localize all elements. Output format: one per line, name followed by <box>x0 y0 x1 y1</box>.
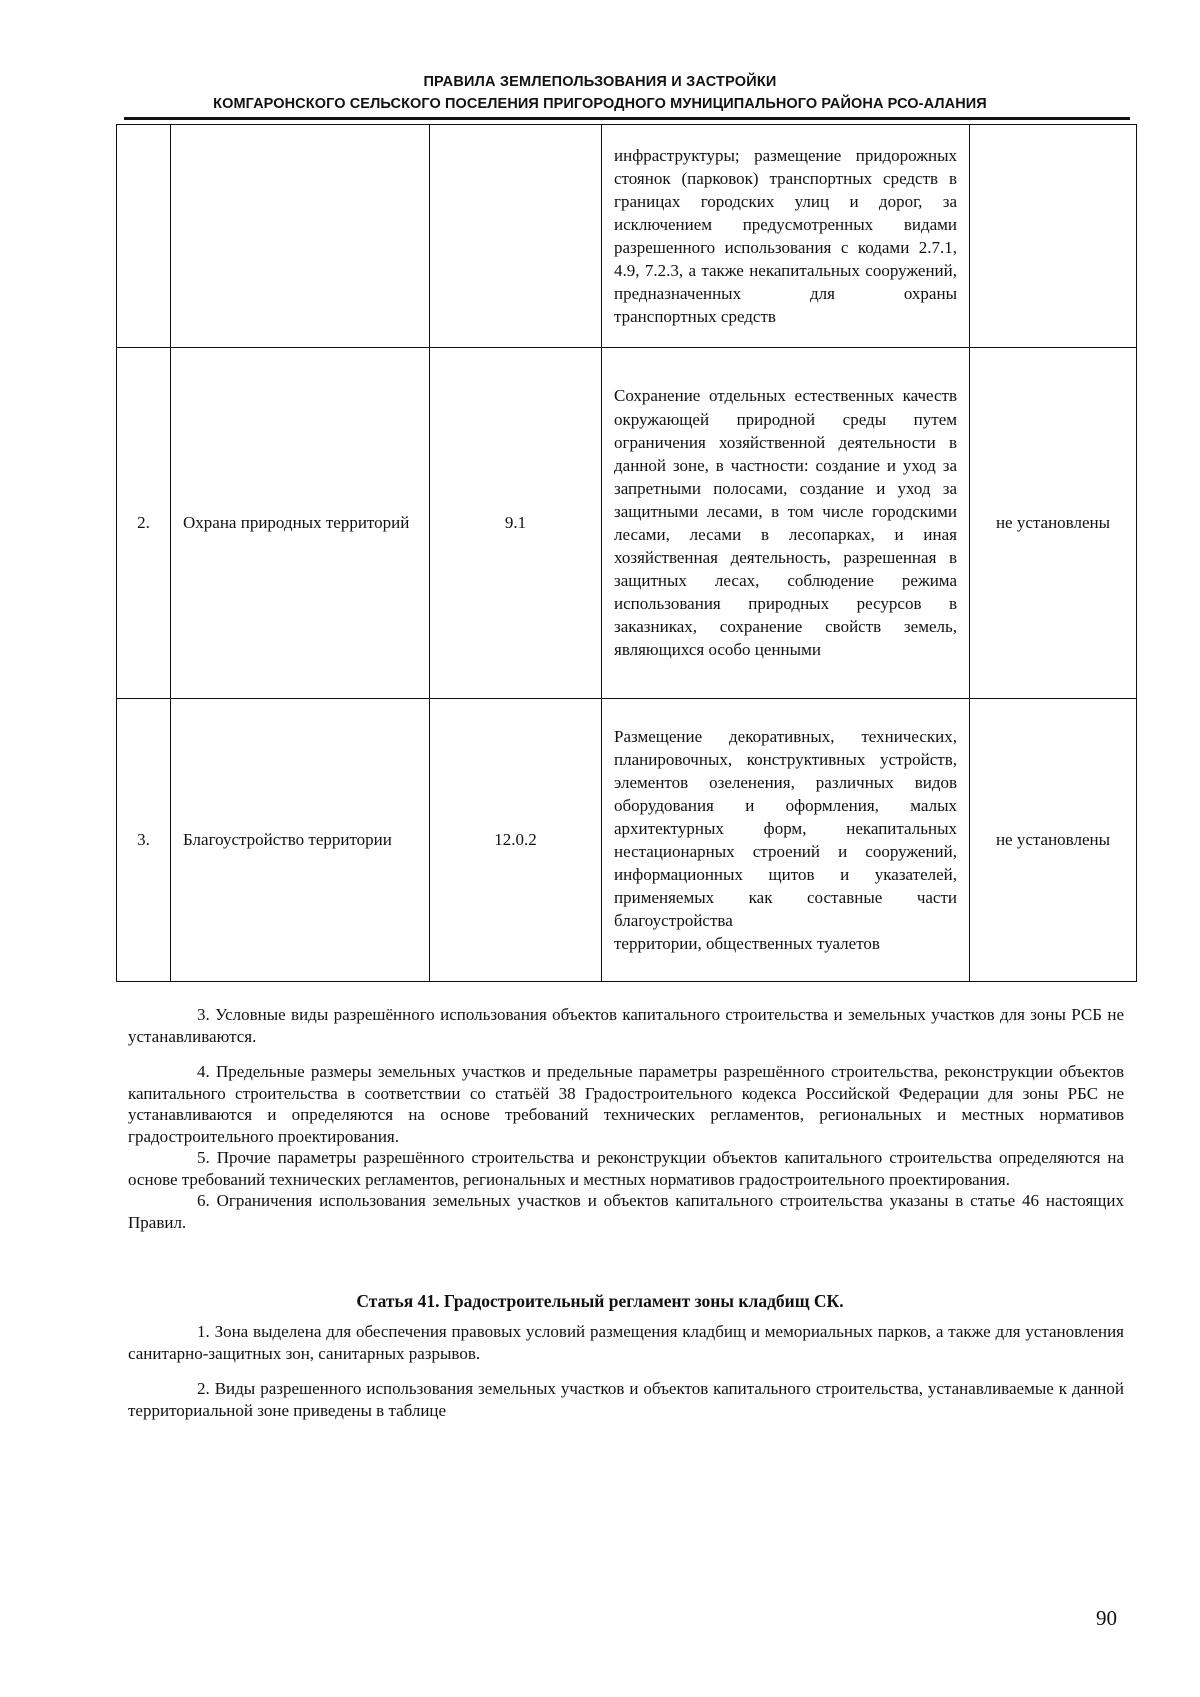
table-row <box>117 699 1137 982</box>
use-params: не установлены <box>970 348 1137 699</box>
use-code: 9.1 <box>430 348 602 699</box>
use-code <box>430 125 602 348</box>
paragraph-4: 4. Предельные размеры земельных участков и предельные параметры разрешённого строительства, реконструкции объектов капитального строительства в соответствии со статьёй 38 Градостроительного кодекса Российской Федерации для зоны РБС не устанавливаются и определяются на основе требований технических регламентов, региональных и местных нормативов градостроительного проектирования. <box>128 1062 1124 1146</box>
use-description <box>602 699 970 982</box>
table-row <box>117 348 1137 699</box>
article-title: Статья 41. Градостроительный регламент зоны кладбищ СК. <box>356 1291 844 1311</box>
article-paragraph-1: 1. Зона выделена для обеспечения правовых условий размещения кладбищ и мемориальных парков, а также для установления санитарно-защитных зон, санитарных разрывов. <box>128 1322 1124 1363</box>
paragraph-5: 5. Прочие параметры разрешённого строительства и реконструкции объектов капитального строительства определяются на основе требований технических регламентов, региональных и местных нормативов градостроительного проектирования. <box>128 1148 1124 1189</box>
description-text: Размещение декоративных, технических, планировочных, конструктивных устройств, элементов озеленения, различных видов оборудования и оформления, малых архитектурных форм, некапитальных нестационарных строений и сооружений, информационных щитов и указателей, применяемых как составные части благоустройства <box>614 726 957 931</box>
description-last-line: территории, общественных туалетов <box>614 934 880 954</box>
document-header-line2: КОМГАРОНСКОГО СЕЛЬСКОГО ПОСЕЛЕНИЯ ПРИГОРОДНОГО МУНИЦИПАЛЬНОГО РАЙОНА РСО-АЛАНИЯ <box>213 96 987 112</box>
row-number: 3. <box>117 699 171 982</box>
use-name: Благоустройство территории <box>171 699 430 982</box>
use-description <box>602 348 970 699</box>
description-last-line: транспортных средств <box>614 307 776 327</box>
use-code: 12.0.2 <box>430 699 602 982</box>
table-row <box>117 125 1137 348</box>
use-description <box>602 125 970 348</box>
description-text: Сохранение отдельных естественных качеств окружающей природной среды путем ограничения хозяйственной деятельности в данной зоне, в частности: создание и уход за запретными полосами, создание и уход за защитными лесами, в том числе городскими лесами, лесами в лесопарках, и иная хозяйственная деятельность, разрешенная в защитных лесах, соблюдение режима использования природных ресурсов в заказниках, сохранение свойств земель, <box>614 386 957 637</box>
use-params <box>970 125 1137 348</box>
page-number: 90 <box>1096 1606 1117 1630</box>
paragraphs-after-table-b <box>128 1061 1124 1233</box>
paragraph-3: 3. Условные виды разрешённого использования объектов капитального строительства и земельных участков для зоны РСБ не устанавливаются. <box>128 1005 1124 1046</box>
description-text: инфраструктуры; размещение придорожных стоянок (парковок) транспортных средств в границах городских улиц и дорог, за исключением предусмотренных видами разрешенного использования с кодами 2.7.1, 4.9, 7.2.3, а также некапитальных сооружений, предназначенных для охраны <box>614 145 957 304</box>
use-name: Охрана природных территорий <box>171 348 430 699</box>
land-use-table <box>116 124 1137 982</box>
paragraphs-after-table-a <box>128 1004 1124 1047</box>
document-header-line1: ПРАВИЛА ЗЕМЛЕПОЛЬЗОВАНИЯ И ЗАСТРОЙКИ <box>423 74 777 90</box>
row-number <box>117 125 171 348</box>
header-rule <box>124 117 1130 120</box>
paragraph-6: 6. Ограничения использования земельных участков и объектов капитального строительства указаны в статье 46 настоящих Правил. <box>128 1191 1124 1232</box>
description-last-line: являющихся особо ценными <box>614 640 821 660</box>
use-params: не установлены <box>970 699 1137 982</box>
use-name <box>171 125 430 348</box>
article-paragraph-2: 2. Виды разрешенного использования земельных участков и объектов капитального строительства, устанавливаемые к данной территориальной зоне приведены в таблице <box>128 1379 1124 1420</box>
row-number: 2. <box>117 348 171 699</box>
article-paragraph-1-block <box>128 1321 1124 1364</box>
article-paragraph-2-block <box>128 1378 1124 1421</box>
